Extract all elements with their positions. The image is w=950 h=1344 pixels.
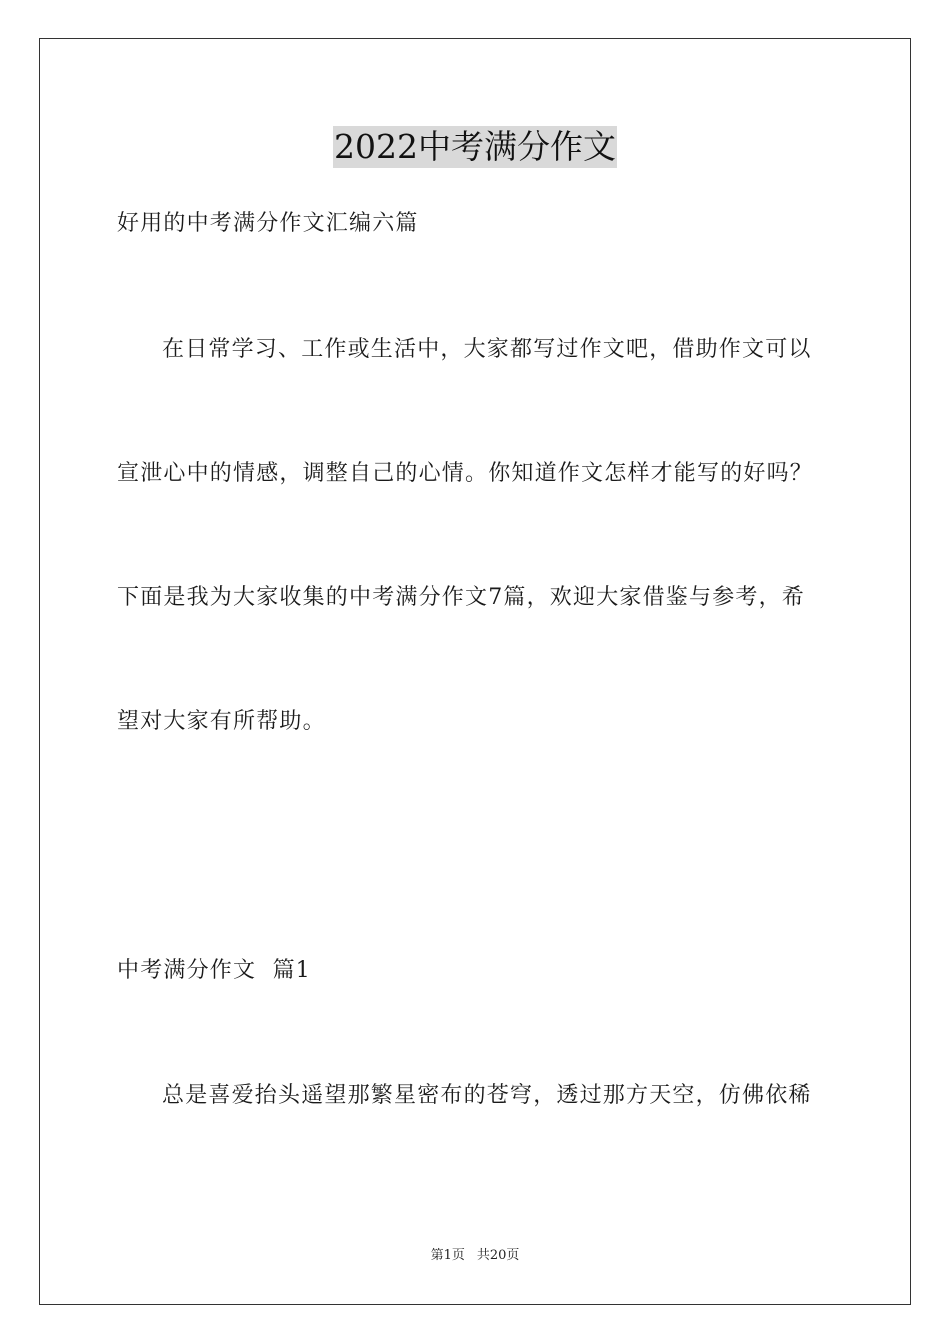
- intro-line-4: 望对大家有所帮助。: [117, 709, 326, 734]
- section-heading: 中考满分作文 篇1: [117, 958, 311, 983]
- intro-line-3: 下面是我为大家收集的中考满分作文7篇，欢迎大家借鉴与参考，希: [117, 585, 805, 610]
- page-number: 第1页: [430, 1248, 465, 1263]
- intro-line-2: 宣泄心中的情感，调整自己的心情。你知道作文怎样才能写的好吗？: [117, 461, 814, 486]
- total-pages: 共20页: [476, 1248, 520, 1263]
- page-footer: [0, 1247, 950, 1265]
- document-subtitle: 好用的中考满分作文汇编六篇: [117, 211, 419, 236]
- intro-line-1: 在日常学习、工作或生活中，大家都写过作文吧，借助作文可以: [162, 337, 812, 362]
- title-container: [0, 126, 950, 168]
- section-first-line: 总是喜爱抬头遥望那繁星密布的苍穹，透过那方天空，仿佛依稀: [162, 1083, 812, 1108]
- document-title: 2022中考满分作文: [334, 127, 616, 166]
